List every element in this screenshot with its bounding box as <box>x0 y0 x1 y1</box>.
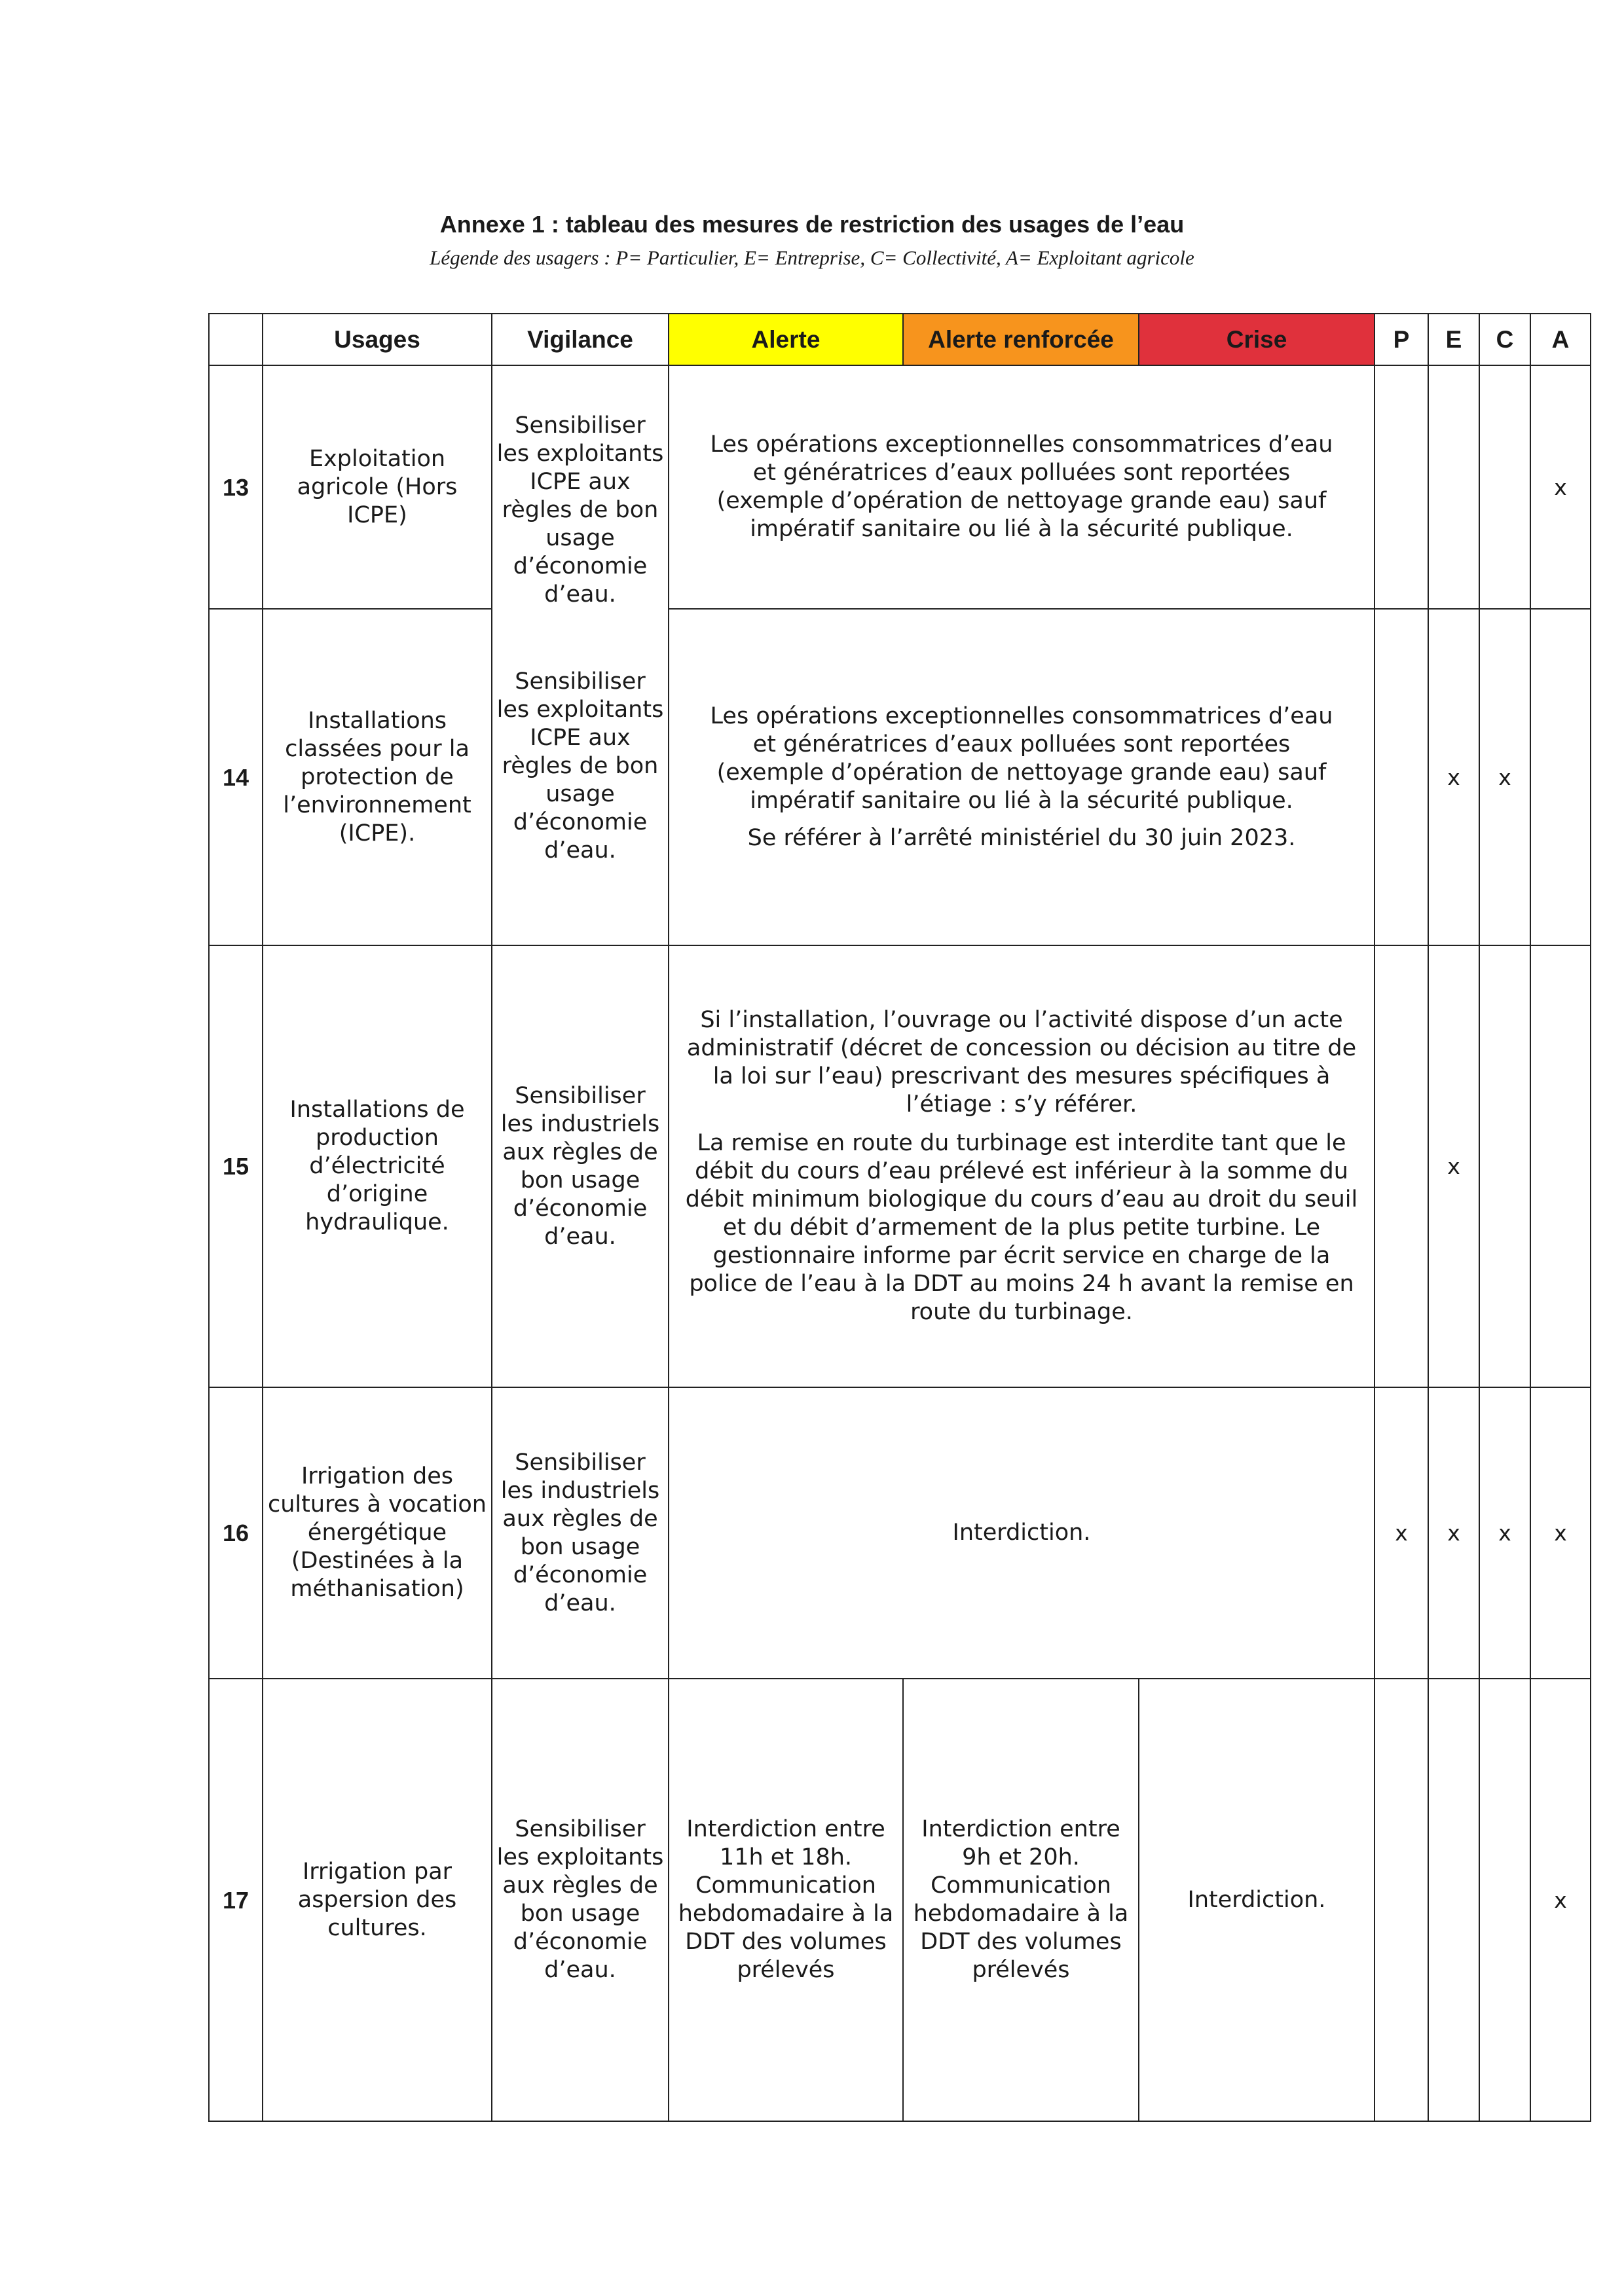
measure-paragraph: Si l’installation, l’ouvrage ou l’activité dispose d’un acte administratif (décret de concession ou décision au titre de la loi sur l’eau) prescrivant des mesures spécifiques à l’étiage : s’y référer. <box>686 1007 1357 1118</box>
measure-paragraph: La remise en route du turbinage est interdite tant que le débit du cours d’eau prélevé est inférieur à la somme du débit minimum biologique du cours d’eau au droit du seuil et du débit d’armement de la plus petite turbine. Le gestionnaire informe par écrit service en charge de la police de l’eau à la DDT au moins 24 h avant la remise en route du turbinage. <box>685 1130 1358 1325</box>
header-c: C <box>1479 314 1530 365</box>
row-number: 13 <box>209 365 263 609</box>
mark-e: x <box>1428 609 1479 945</box>
page-title: Annexe 1 : tableau des mesures de restriction des usages de l’eau <box>439 211 1185 238</box>
usage-cell: Irrigation par aspersion des cultures. <box>263 1679 492 2121</box>
mark-a: x <box>1530 1387 1591 1679</box>
table-row <box>209 1679 1591 2121</box>
mark-p <box>1375 365 1428 609</box>
header-p: P <box>1375 314 1428 365</box>
header-e: E <box>1428 314 1479 365</box>
mark-p <box>1375 609 1428 945</box>
header-usages: Usages <box>263 314 492 365</box>
crise-cell: Interdiction. <box>1139 1679 1375 2121</box>
usage-cell: Exploitation agricole (Hors ICPE) <box>263 365 492 609</box>
header-alerte: Alerte <box>669 314 903 365</box>
row-number: 16 <box>209 1387 263 1679</box>
measure-paragraph: Les opérations exceptionnelles consommatrices d’eau et génératrices d’eaux polluées sont reportées (exemple d’opération de nettoyage grande eau) sauf impératif sanitaire ou lié à la sécurité publique. <box>710 702 1333 814</box>
mark-p: x <box>1375 1387 1428 1679</box>
vigilance-cell: Sensibiliser les exploitants aux règles de bon usage d’économie d’eau. <box>492 1679 669 2121</box>
mark-e <box>1428 365 1479 609</box>
alerte-cell: Interdiction entre 11h et 18h. Communication hebdomadaire à la DDT des volumes prélevés <box>669 1679 903 2121</box>
vigilance-cell: Sensibiliser les industriels aux règles de bon usage d’économie d’eau. <box>492 945 669 1387</box>
mark-a <box>1530 609 1591 945</box>
table-row <box>209 609 1591 945</box>
restriction-table <box>208 313 1591 2122</box>
table-row <box>209 1387 1591 1679</box>
row-number: 17 <box>209 1679 263 2121</box>
usage-cell: Installations de production d’électricité d’origine hydraulique. <box>263 945 492 1387</box>
users-legend: Légende des usagers : P= Particulier, E= Entreprise, C= Collectivité, A= Exploitant agricole <box>430 246 1194 269</box>
measure-cell <box>669 609 1375 945</box>
vigilance-cell: Sensibiliser les exploitants ICPE aux règles de bon usage d’économie d’eau. <box>492 609 669 945</box>
mark-c: x <box>1479 609 1530 945</box>
mark-a <box>1530 945 1591 1387</box>
mark-e <box>1428 1679 1479 2121</box>
mark-a: x <box>1530 1679 1591 2121</box>
mark-e: x <box>1428 945 1479 1387</box>
vigilance-cell: Sensibiliser les exploitants ICPE aux règles de bon usage d’économie d’eau. <box>492 365 669 609</box>
mark-p <box>1375 1679 1428 2121</box>
mark-e: x <box>1428 1387 1479 1679</box>
measure-paragraph: Se référer à l’arrêté ministériel du 30 juin 2023. <box>747 824 1296 851</box>
measure-cell: Les opérations exceptionnelles consommatrices d’eau et génératrices d’eaux polluées sont reportées (exemple d’opération de nettoyage grande eau) sauf impératif sanitaire ou lié à la sécurité publique. <box>669 365 1375 609</box>
usage-cell: Irrigation des cultures à vocation énergétique (Destinées à la méthanisation) <box>263 1387 492 1679</box>
header-alerte-renforcee: Alerte renforcée <box>903 314 1139 365</box>
mark-a: x <box>1530 365 1591 609</box>
mark-c: x <box>1479 1387 1530 1679</box>
mark-c <box>1479 945 1530 1387</box>
usage-cell: Installations classées pour la protection de l’environnement (ICPE). <box>263 609 492 945</box>
header-vigilance: Vigilance <box>492 314 669 365</box>
mark-p <box>1375 945 1428 1387</box>
header-row <box>209 314 1591 365</box>
measure-cell <box>669 945 1375 1387</box>
measure-cell: Interdiction. <box>669 1387 1375 1679</box>
table-row <box>209 365 1591 609</box>
table-row <box>209 945 1591 1387</box>
header-num <box>209 314 263 365</box>
mark-c <box>1479 1679 1530 2121</box>
header-a: A <box>1530 314 1591 365</box>
row-number: 15 <box>209 945 263 1387</box>
alerte-renforcee-cell: Interdiction entre 9h et 20h. Communication hebdomadaire à la DDT des volumes prélevés <box>903 1679 1139 2121</box>
header-crise: Crise <box>1139 314 1375 365</box>
vigilance-cell: Sensibiliser les industriels aux règles de bon usage d’économie d’eau. <box>492 1387 669 1679</box>
mark-c <box>1479 365 1530 609</box>
row-number: 14 <box>209 609 263 945</box>
